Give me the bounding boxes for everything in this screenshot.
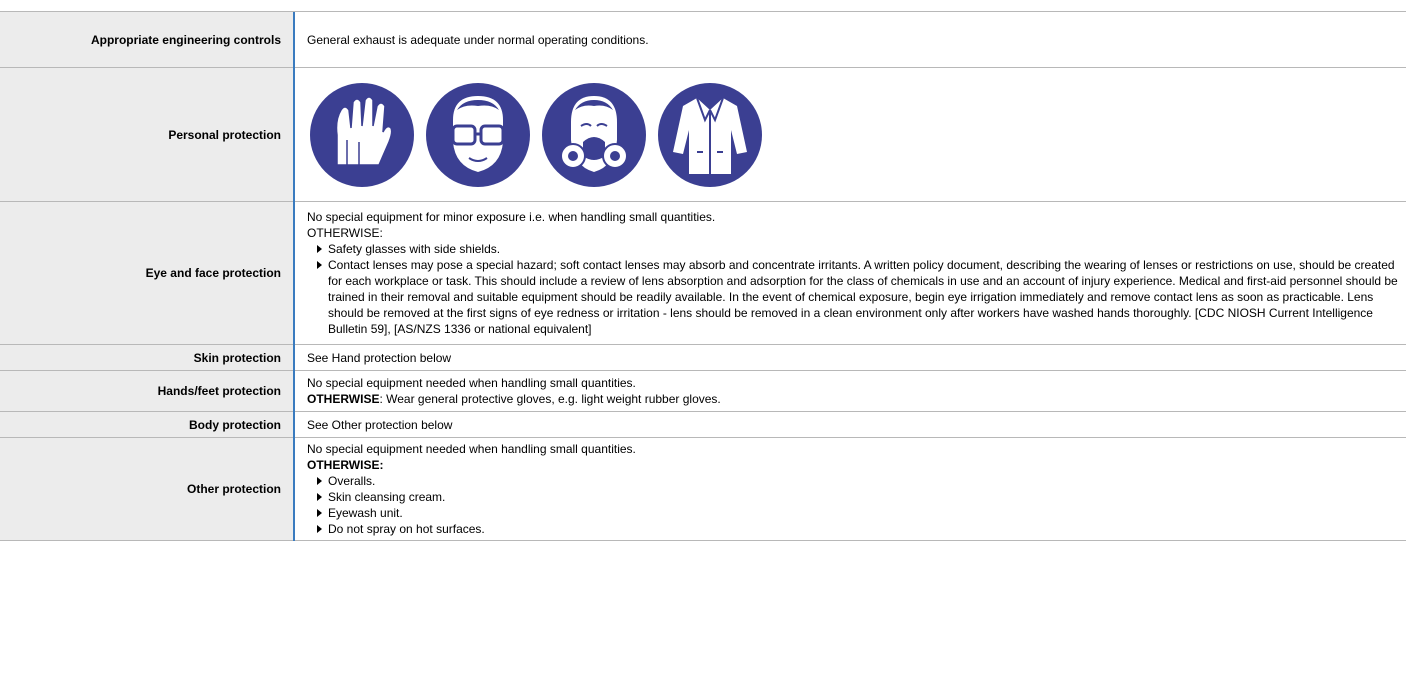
eye-otherwise: OTHERWISE: <box>307 226 383 240</box>
row-value: General exhaust is adequate under normal operating conditions. <box>294 12 1406 68</box>
hands-line-2-text: : Wear general protective gloves, e.g. light weight rubber gloves. <box>379 392 721 406</box>
row-value: See Other protection below <box>294 412 1406 438</box>
ppe-icons-cell <box>294 68 1406 202</box>
other-list <box>307 473 1406 537</box>
table-row <box>0 438 1406 541</box>
list-item: Safety glasses with side shields. <box>317 241 1406 257</box>
row-label: Appropriate engineering controls <box>0 12 294 68</box>
table-row <box>0 68 1406 202</box>
eye-list <box>307 241 1406 337</box>
eye-intro: No special equipment for minor exposure i.e. when handling small quantities. <box>307 210 716 224</box>
section-header-rule <box>0 0 1406 12</box>
table-row <box>0 371 1406 412</box>
row-label: Other protection <box>0 438 294 541</box>
other-otherwise: OTHERWISE: <box>307 458 384 472</box>
list-item: Contact lenses may pose a special hazard; soft contact lenses may absorb and concentrate irritants. A written policy document, describing the wearing of lenses or restrictions on use, should be created for each workplace or task. This should include a review of lens absorption and adsorption for the class of chemicals in use and an account of injury experience. Medical and first-aid personnel should be trained in their removal and suitable equipment should be readily available. In the event of chemical exposure, begin eye irrigation immediately and remove contact lens as soon as practicable. Lens should be removed at the first signs of eye redness or irritation - lens should be removed in a clean environment only after workers have washed hands thoroughly. [CDC NIOSH Current Intelligence Bulletin 59], [AS/NZS 1336 or national equivalent] <box>317 257 1406 337</box>
respirator-icon <box>539 80 649 190</box>
row-label: Skin protection <box>0 345 294 371</box>
gloves-icon <box>307 80 417 190</box>
table-row <box>0 345 1406 371</box>
ppe-table <box>0 12 1406 541</box>
hands-line-1: No special equipment needed when handling small quantities. <box>307 376 636 390</box>
table-row <box>0 412 1406 438</box>
row-value <box>294 438 1406 541</box>
hands-otherwise: OTHERWISE <box>307 392 380 406</box>
hands-line-2 <box>307 391 1406 407</box>
list-item: Overalls. <box>317 473 1406 489</box>
lab-coat-icon <box>655 80 765 190</box>
row-label: Body protection <box>0 412 294 438</box>
list-item: Skin cleansing cream. <box>317 489 1406 505</box>
row-label: Personal protection <box>0 68 294 202</box>
list-item: Eyewash unit. <box>317 505 1406 521</box>
row-value: See Hand protection below <box>294 345 1406 371</box>
table-row <box>0 202 1406 345</box>
table-row <box>0 12 1406 68</box>
row-label: Eye and face protection <box>0 202 294 345</box>
row-value <box>294 202 1406 345</box>
other-intro: No special equipment needed when handling small quantities. <box>307 442 636 456</box>
safety-glasses-icon <box>423 80 533 190</box>
list-item: Do not spray on hot surfaces. <box>317 521 1406 537</box>
row-label: Hands/feet protection <box>0 371 294 412</box>
row-value <box>294 371 1406 412</box>
